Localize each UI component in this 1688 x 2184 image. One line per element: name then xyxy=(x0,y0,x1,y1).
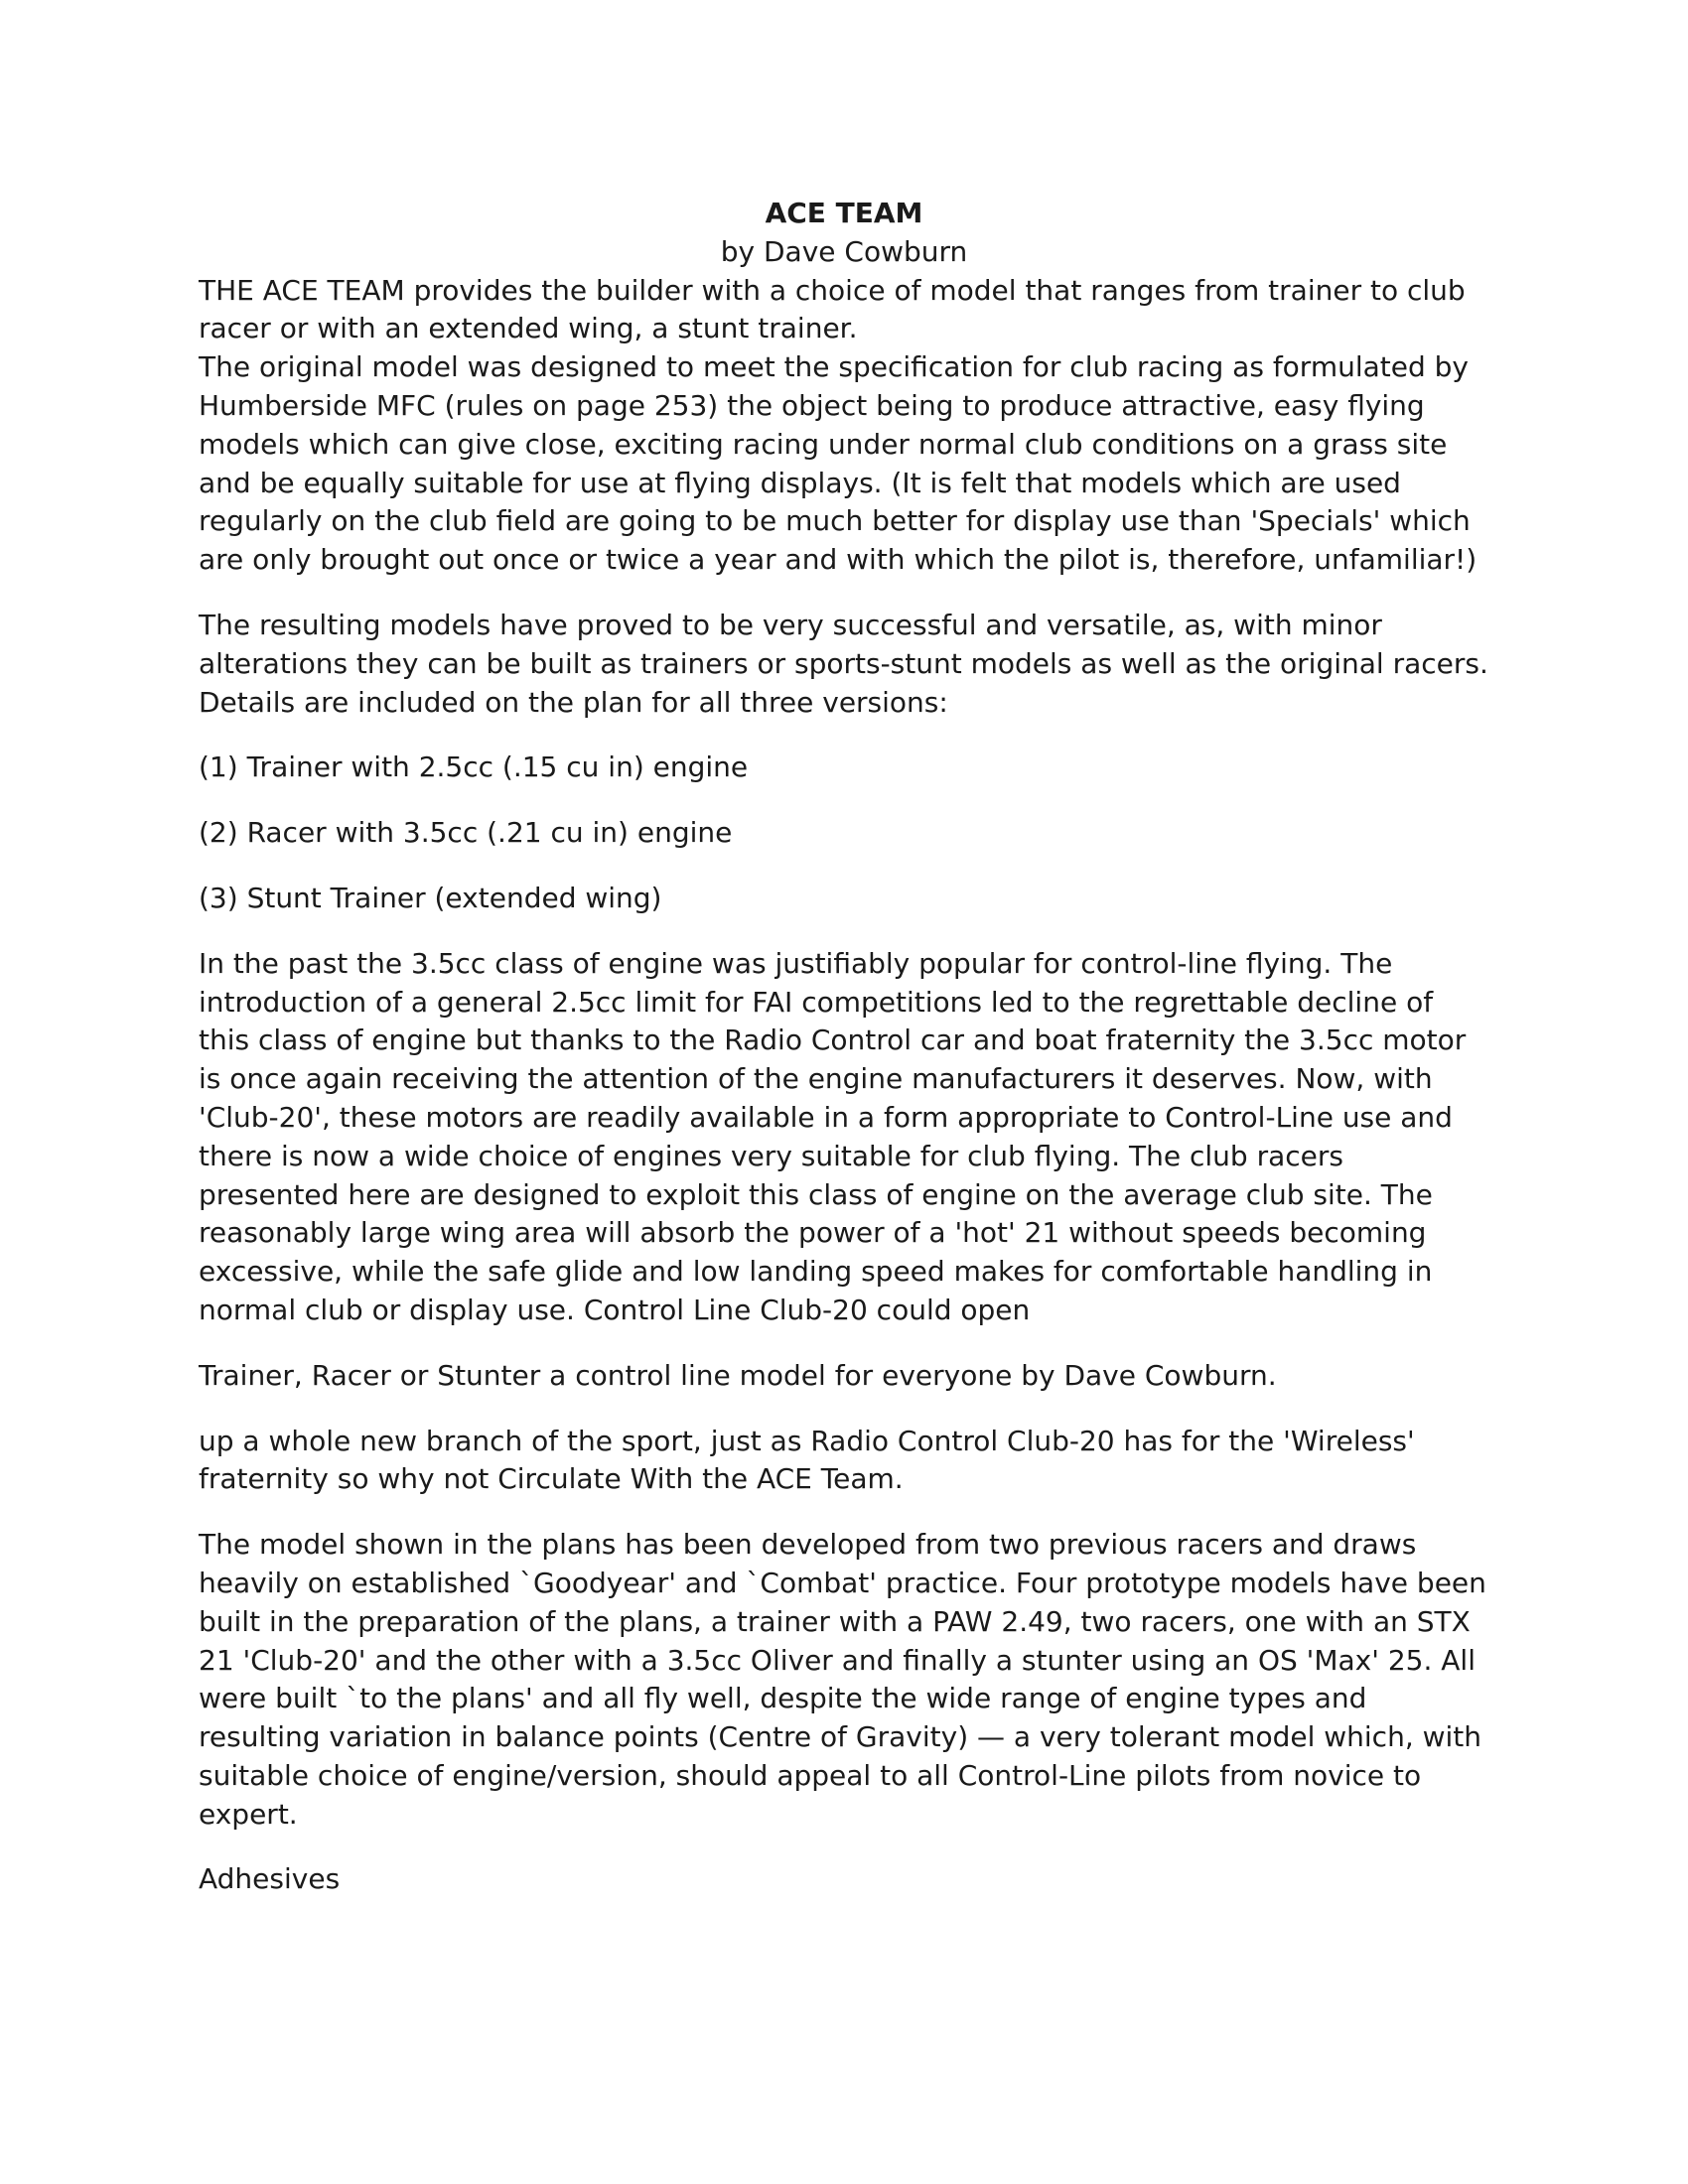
paragraph-versatility: The resulting models have proved to be very successful and versatile, as, with minor alterations they can be built as trainers or sports-stunt models as well as the original racers. Details are included on the plan for all three versions: xyxy=(199,608,1488,719)
paragraph-engine-history: In the past the 3.5cc class of engine was justifiably popular for control-line flying. The introduction of a general 2.5cc limit for FAI competitions led to the regrettable decline of this class of engine but thanks to the Radio Control car and boat fraternity the 3.5cc motor is once again receiving the attention of the engine manufacturers it deserves. Now, with 'Club-20', these motors are readily available in a form appropriate to Control-Line use and there is now a wide choice of engines very suitable for club flying. The club racers presented here are designed to exploit this class of engine on the average club site. The reasonably large wing area will absorb the power of a 'hot' 21 without speeds becoming excessive, while the safe glide and low landing speed makes for comfortable handling in normal club or display use. Control Line Club-20 could open xyxy=(199,946,1467,1326)
paragraph-caption: Trainer, Racer or Stunter a control line model for everyone by Dave Cowburn. xyxy=(199,1358,1277,1392)
version-item-trainer: (1) Trainer with 2.5cc (.15 cu in) engine xyxy=(199,751,749,784)
paragraph-intro: THE ACE TEAM provides the builder with a choice of model that ranges from trainer to club racer or with an extended wing, a stunt trainer. xyxy=(199,273,1466,345)
paragraph-specification: The original model was designed to meet the specification for club racing as formulated by Humberside MFC (rules on page 253) the object being to produce attractive, easy flying models which can give close, exciting racing under normal club conditions on a grass site and be equally suitable for use at flying displays. (It is felt that models which are used regularly on the club field are going to be much better for display use than 'Specials' which are only brought out once or twice a year and with which the pilot is, therefore, unfamiliar!) xyxy=(199,350,1477,577)
version-item-racer: (2) Racer with 3.5cc (.21 cu in) engine xyxy=(199,816,733,850)
paragraph-prototypes: The model shown in the plans has been developed from two previous racers and draws heavily on established `Goodyear' and `Combat' practice. Four prototype models have been built in the preparation of the plans, a trainer with a PAW 2.49, two racers, one with an STX 21 'Club-20' and the other with a 3.5cc Oliver and finally a stunter using an OS 'Max' 25. All were built `to the plans' and all fly well, despite the wide range of engine types and resulting variation in balance points (Centre of Gravity) — a very tolerant model which, with suitable choice of engine/version, should appeal to all Control-Line pilots from novice to expert. xyxy=(199,1528,1486,1831)
document-body xyxy=(199,195,1489,1926)
version-item-stunt-trainer: (3) Stunt Trainer (extended wing) xyxy=(199,881,662,914)
article-title: ACE TEAM xyxy=(765,197,923,229)
section-heading-adhesives: Adhesives xyxy=(199,1862,341,1896)
paragraph-continuation: up a whole new branch of the sport, just as Radio Control Club-20 has for the 'Wireless' fraternity so why not Circulate With the ACE Team. xyxy=(199,1424,1415,1496)
article-byline: by Dave Cowburn xyxy=(720,234,968,268)
